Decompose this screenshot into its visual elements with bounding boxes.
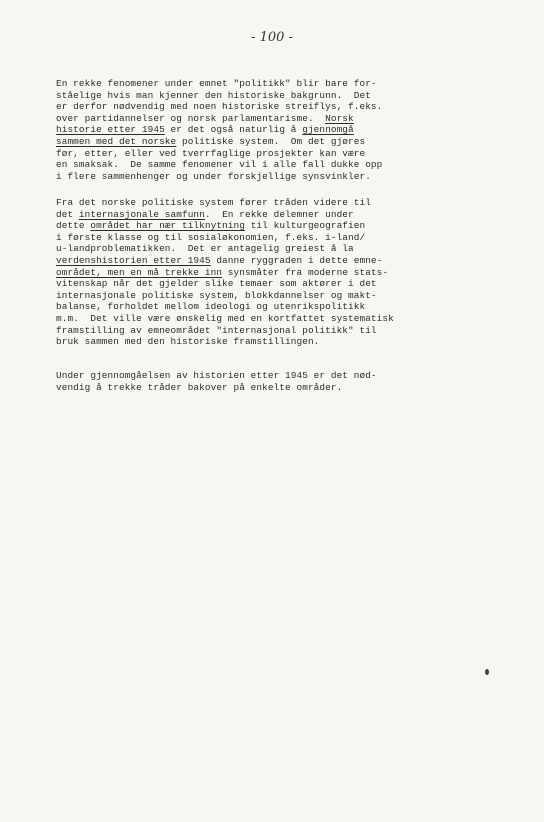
text-segment: internasjonale politiske system, blokkdannelser og makt- (56, 289, 377, 301)
text-segment: . En rekke delemner under (204, 208, 354, 220)
text-line (56, 171, 496, 183)
ink-spot (485, 669, 489, 675)
underlined-text: området, (56, 266, 108, 278)
text-line (56, 197, 496, 209)
underlined-text: området har nær tilknytning (90, 220, 245, 232)
text-line (56, 124, 496, 136)
text-segment: m.m. Det ville være ønskelig med en kortfattet systematisk (56, 312, 394, 324)
underlined-text: verdenshistorien etter 1945 (56, 254, 211, 266)
text-line (56, 267, 496, 279)
text-segment: ståelige hvis man kjenner den historiske bakgrunn. Det (56, 89, 371, 101)
text-line (56, 90, 496, 102)
text-segment: over partidannelser og norsk parlamentarisme. (56, 112, 326, 124)
text-line (56, 101, 496, 113)
page-number: - 100 - (251, 30, 293, 45)
text-segment: dette (56, 220, 91, 232)
underlined-text: men en må trekke inn (107, 266, 223, 278)
underlined-text: historie etter 1945 (56, 124, 165, 136)
text-segment: Under gjennomgåelsen av historien etter 1945 er det nød- (56, 370, 377, 381)
text-line (56, 290, 496, 302)
text-segment: før, etter, eller ved tverrfaglige prosjekter kan være (56, 147, 366, 159)
text-segment: det (56, 208, 79, 220)
underlined-text: gjennomgå (302, 124, 354, 136)
text-line (56, 301, 496, 313)
text-line (56, 209, 496, 221)
text-line (56, 78, 496, 90)
underlined-text: Norsk (325, 112, 354, 124)
text-segment: danne ryggraden i dette emne- (210, 254, 383, 266)
underlined-text: internasjonale samfunn (78, 208, 205, 220)
text-line (56, 243, 496, 255)
text-line (56, 382, 496, 394)
text-segment: i første klasse og til sosialøkonomien, f.eks. i-land/ (56, 231, 366, 243)
text-segment: vendig å trekke tråder bakover på enkelte områder. (56, 381, 343, 393)
text-segment: en smaksak. De samme fenomener vil i alle fall dukke opp (56, 159, 383, 171)
text-segment: En rekke fenomener under emnet "politikk" blir bare for- (56, 78, 377, 89)
underlined-text: sammen med det norske (56, 135, 177, 147)
text-segment: balanse, forholdet mellom ideologi og utenrikspolitikk (56, 301, 366, 313)
text-segment: u-landproblematikken. Det er antagelig greiest å la (56, 243, 354, 255)
text-line (56, 220, 496, 232)
text-line (56, 278, 496, 290)
text-line (56, 113, 496, 125)
text-line (56, 232, 496, 244)
text-line (56, 336, 496, 348)
text-segment: vitenskap når det gjelder slike temaer som aktører i det (56, 278, 377, 290)
text-line (56, 370, 496, 382)
text-segment: bruk sammen med den historiske framstillingen. (56, 336, 320, 348)
text-segment: politiske system. Om det gjøres (176, 135, 366, 147)
text-segment: i flere sammenhenger og under forskjellige synsvinkler. (56, 170, 371, 182)
text-line (56, 325, 496, 337)
text-segment: Fra det norske politiske system fører tråden videre til (56, 197, 371, 208)
text-segment: framstilling av emneområdet "internasjonal politikk" til (56, 324, 377, 336)
text-line (56, 313, 496, 325)
text-line (56, 159, 496, 171)
text-line (56, 136, 496, 148)
text-segment: til kulturgeografien (244, 220, 366, 232)
text-segment: er det også naturlig å (164, 124, 303, 136)
text-line (56, 255, 496, 267)
paragraph-international-society (56, 197, 496, 348)
paragraph-politics-history (56, 78, 496, 182)
text-segment: er derfor nødvendig med noen historiske streiflys, f.eks. (56, 101, 383, 113)
text-segment: synsmåter fra moderne stats- (222, 266, 389, 278)
text-line (56, 148, 496, 160)
paragraph-history-after-1945 (56, 370, 496, 393)
